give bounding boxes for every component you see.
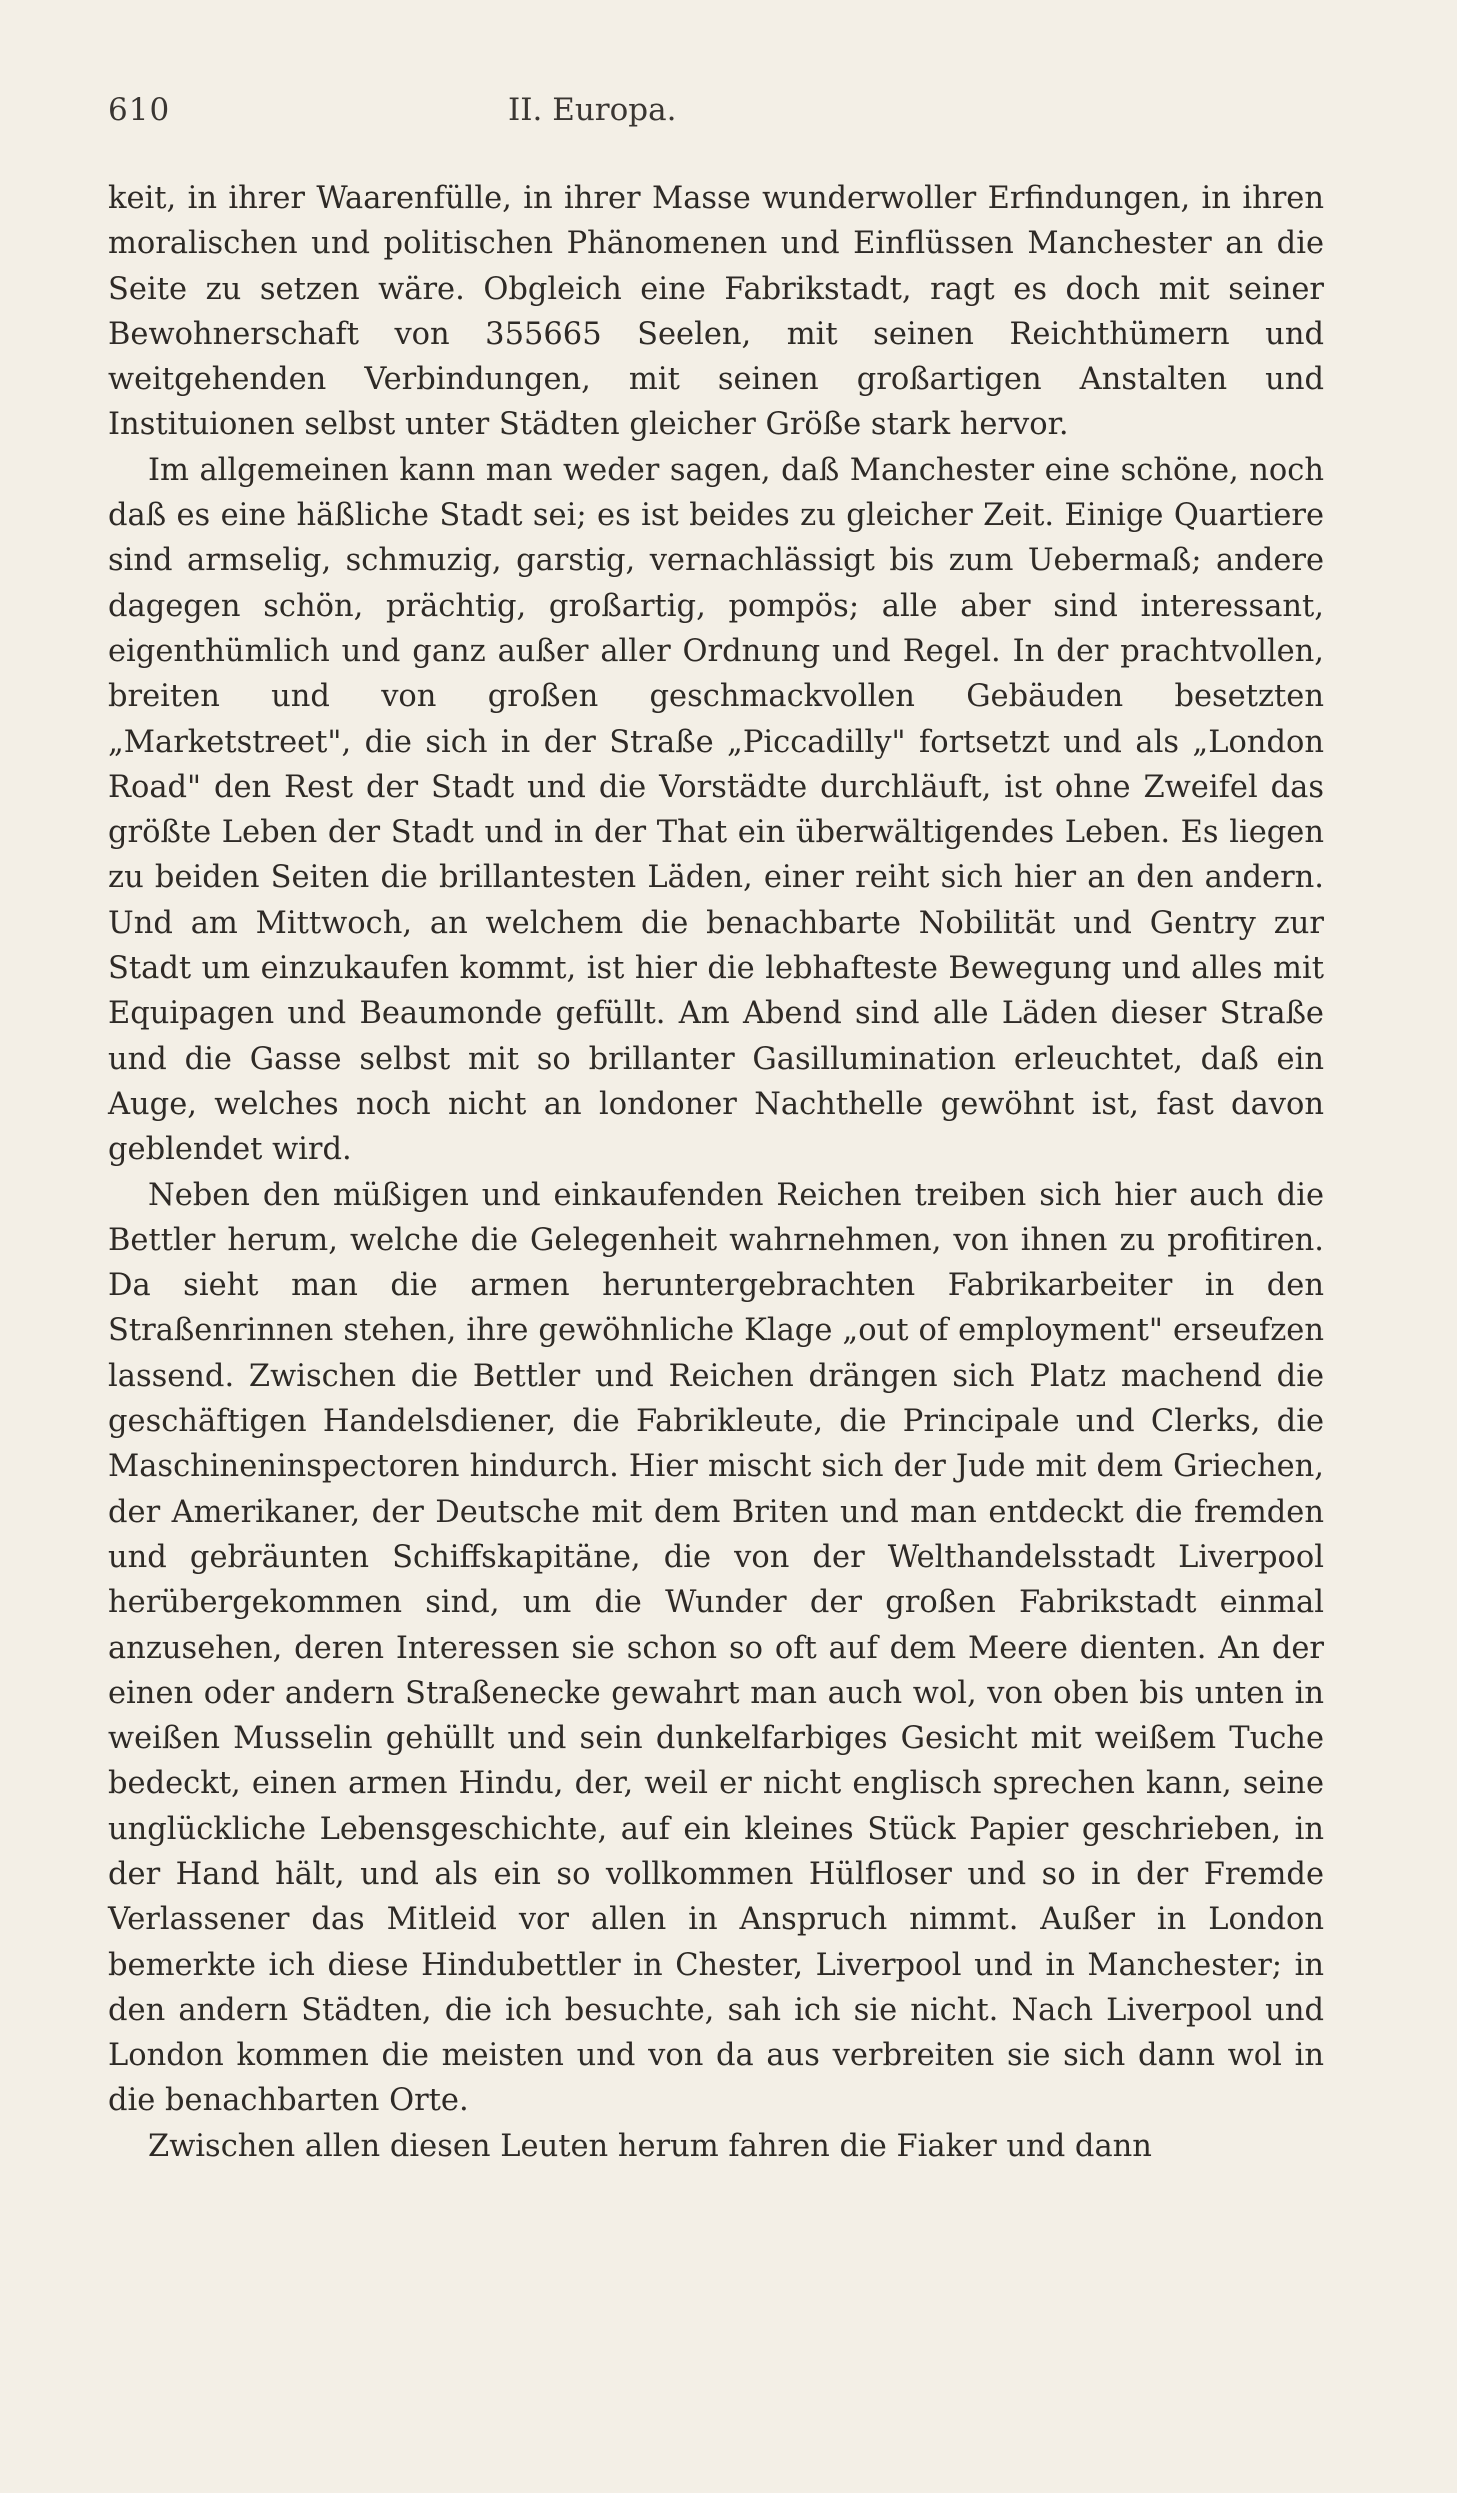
paragraph-3: Neben den müßigen und einkaufenden Reichen treiben sich hier auch die Bettler herum, welche die Gelegenheit wahrnehmen, von ihnen zu profitiren. Da sieht man die armen heruntergebrachten Fabrikarbeiter in den Straßenrinnen stehen, ihre gewöhnliche Klage „out of employment" erseufzen lassend. Zwischen die Bettler und Reichen drängen sich Platz machend die geschäftigen Handelsdiener, die Fabrikleute, die Principale und Clerks, die Maschineninspectoren hindurch. Hier mischt sich der Jude mit dem Griechen, der Amerikaner, der Deutsche mit dem Briten und man entdeckt die fremden und gebräunten Schiffskapitäne, die von der Welthandelsstadt Liverpool herübergekommen sind, um die Wunder der großen Fabrikstadt einmal anzusehen, deren Interessen sie schon so oft auf dem Meere dienten. An der einen oder andern Straßenecke gewahrt man auch wol, von oben bis unten in weißen Musselin gehüllt und sein dunkelfarbiges Gesicht mit weißem Tuche bedeckt, einen armen Hindu, der, weil er nicht englisch sprechen kann, seine unglückliche Lebensgeschichte, auf ein kleines Stück Papier geschrieben, in der Hand hält, und als ein so vollkommen Hülfloser und so in der Fremde Verlassener das Mitleid vor allen in Anspruch nimmt. Außer in London bemerkte ich diese Hindubettler in Chester, Liverpool und in Manchester; in den andern Städten, die ich besuchte, sah ich sie nicht. Nach Liverpool und London kommen die meisten und von da aus verbreiten sie sich dann wol in die benachbarten Orte. [108,1177,1324,2119]
page-number: 610 [108,92,171,128]
running-head: II. Europa. [508,92,677,128]
paragraph-1: keit, in ihrer Waarenfülle, in ihrer Masse wunderwoller Erfindungen, in ihren moralischen und politischen Phänomenen und Einflüssen Manchester an die Seite zu setzen wäre. Obgleich eine Fabrikstadt, ragt es doch mit seiner Bewohnerschaft von 355665 Seelen, mit seinen Reichthümern und weitgehenden Verbindungen, mit seinen großartigen Anstalten und Instituionen selbst unter Städten gleicher Größe stark hervor. [108,181,1324,443]
paragraph-4: Zwischen allen diesen Leuten herum fahren die Fiaker und dann [148,2128,1152,2164]
paragraph-2: Im allgemeinen kann man weder sagen, daß Manchester eine schöne, noch daß es eine häßliche Stadt sei; es ist beides zu gleicher Zeit. Einige Quartiere sind armselig, schmuzig, garstig, vernachlässigt bis zum Uebermaß; andere dagegen schön, prächtig, großartig, pompös; alle aber sind interessant, eigenthümlich und ganz außer aller Ordnung und Regel. In der prachtvollen, breiten und von großen geschmackvollen Gebäuden besetzten „Marketstreet", die sich in der Straße „Piccadilly" fortsetzt und als „London Road" den Rest der Stadt und die Vorstädte durchläuft, ist ohne Zweifel das größte Leben der Stadt und in der That ein überwältigendes Leben. Es liegen zu beiden Seiten die brillantesten Läden, einer reiht sich hier an den andern. Und am Mittwoch, an welchem die benachbarte Nobilität und Gentry zur Stadt um einzukaufen kommt, ist hier die lebhafteste Bewegung und alles mit Equipagen und Beaumonde gefüllt. Am Abend sind alle Läden dieser Straße und die Gasse selbst mit so brillanter Gasillumination erleuchtet, daß ein Auge, welches noch nicht an londoner Nachthelle gewöhnt ist, fast davon geblendet wird. [108,452,1324,1168]
page-header [108,78,1358,138]
body-text [108,176,1324,2169]
